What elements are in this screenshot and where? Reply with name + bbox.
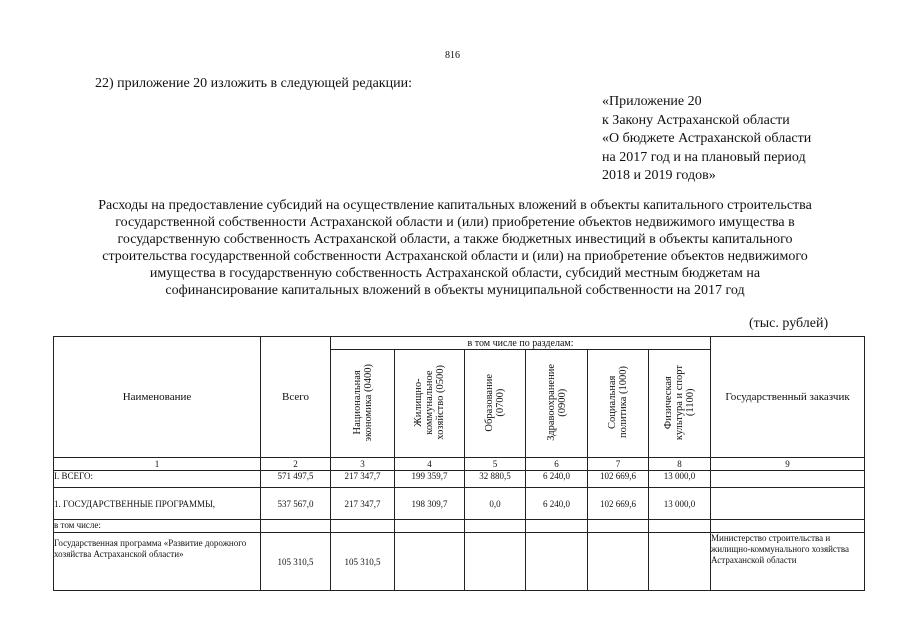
header-section-label: Здравоохранение (0900) [545, 364, 568, 441]
header-total: Всего [261, 337, 331, 458]
table-row [54, 520, 865, 533]
row-value: 217 347,7 [331, 488, 395, 520]
row-value: 105 310,5 [331, 533, 395, 591]
title-line: государственную собственность Астраханской области, а также бюджетных инвестиций в объекты капитального [117, 232, 793, 247]
row-value: 32 880,5 [465, 471, 526, 488]
column-number: 3 [331, 458, 395, 471]
column-number: 8 [649, 458, 711, 471]
header-section-label: Социальная политика (1000) [607, 366, 629, 439]
header-section-0400 [331, 350, 395, 458]
row-value: 198 309,7 [395, 488, 465, 520]
row-name: I. ВСЕГО: [54, 471, 261, 488]
row-value [649, 533, 711, 591]
row-value [526, 520, 588, 533]
header-section-label: Жилищно- коммунальное хозяйство (0500) [413, 365, 446, 440]
row-value: 6 240,0 [526, 471, 588, 488]
column-number: 4 [395, 458, 465, 471]
header-sections-caption: в том числе по разделам: [331, 337, 711, 350]
title-line: государственной собственности Астраханской области и (или) приобретение объектов недвижимого имущества в [115, 215, 795, 230]
title-line: софинансирование капитальных вложений в объекты муниципальной собственности на 2017 год [165, 283, 745, 298]
column-number: 2 [261, 458, 331, 471]
appendix-line: к Закону Астраханской области [602, 112, 790, 128]
row-value: 13 000,0 [649, 471, 711, 488]
row-value: 13 000,0 [649, 488, 711, 520]
document-title [55, 197, 855, 299]
appendix-line: 2018 и 2019 годов» [602, 168, 716, 183]
row-value [526, 533, 588, 591]
column-number: 6 [526, 458, 588, 471]
header-section-1100 [649, 350, 711, 458]
appendix-heading [602, 93, 811, 186]
header-section-label: Физическая культура и спорт (1100) [663, 364, 696, 441]
appendix-line: «Приложение 20 [602, 94, 702, 109]
row-value [588, 533, 649, 591]
row-value: 102 669,6 [588, 471, 649, 488]
header-section-0900 [526, 350, 588, 458]
header-section-0500 [395, 350, 465, 458]
title-line: имущества в государственную собственность Астраханской области, субсидий местным бюджетам на [149, 266, 761, 281]
appendix-line: «О бюджете Астраханской области [602, 131, 812, 146]
row-total: 105 310,5 [261, 533, 331, 591]
column-number-row [54, 458, 865, 471]
header-name: Наименование [54, 337, 261, 458]
units-label: (тыс. рублей) [749, 316, 829, 331]
title-line: Расходы на предоставление субсидий на осуществление капитальных вложений в объекты капитального строительства [98, 198, 812, 213]
table-row [54, 471, 865, 488]
header-customer: Государственный заказчик [711, 337, 865, 458]
row-value [465, 533, 526, 591]
row-total: 537 567,0 [261, 488, 331, 520]
row-name: 1. ГОСУДАРСТВЕННЫЕ ПРОГРАММЫ, [54, 488, 261, 520]
row-customer [711, 471, 865, 488]
header-section-label: Национальная экономика (0400) [351, 363, 374, 442]
table-row [54, 533, 865, 591]
row-value [465, 520, 526, 533]
column-number: 5 [465, 458, 526, 471]
row-value [649, 520, 711, 533]
row-value: 217 347,7 [331, 471, 395, 488]
header-section-label: Образование (0700) [484, 373, 506, 432]
row-value [331, 520, 395, 533]
row-customer [711, 520, 865, 533]
row-value: 6 240,0 [526, 488, 588, 520]
appendix-line: на 2017 год и на плановый период [602, 149, 806, 165]
title-line: строительства государственной собственности Астраханской области и (или) на приобретение объектов недвижимого [102, 249, 808, 264]
row-value [395, 520, 465, 533]
column-number: 1 [54, 458, 261, 471]
column-number: 9 [711, 458, 865, 471]
header-section-0700 [465, 350, 526, 458]
row-value [588, 520, 649, 533]
row-total: 571 497,5 [261, 471, 331, 488]
row-name: в том числе: [54, 520, 261, 533]
row-name: Государственная программа «Развитие дорожного хозяйства Астраханской области» [54, 533, 261, 591]
row-total [261, 520, 331, 533]
page-number: 816 [445, 50, 460, 61]
row-customer [711, 488, 865, 520]
row-customer: Министерство строительства и жилищно-коммунального хозяйства Астраханской области [711, 533, 865, 591]
table-row [54, 488, 865, 520]
row-value: 102 669,6 [588, 488, 649, 520]
budget-table [53, 336, 865, 591]
column-number: 7 [588, 458, 649, 471]
intro-text: 22) приложение 20 изложить в следующей редакции: [95, 76, 412, 91]
row-value: 0,0 [465, 488, 526, 520]
row-value: 199 359,7 [395, 471, 465, 488]
header-section-1000 [588, 350, 649, 458]
row-value [395, 533, 465, 591]
